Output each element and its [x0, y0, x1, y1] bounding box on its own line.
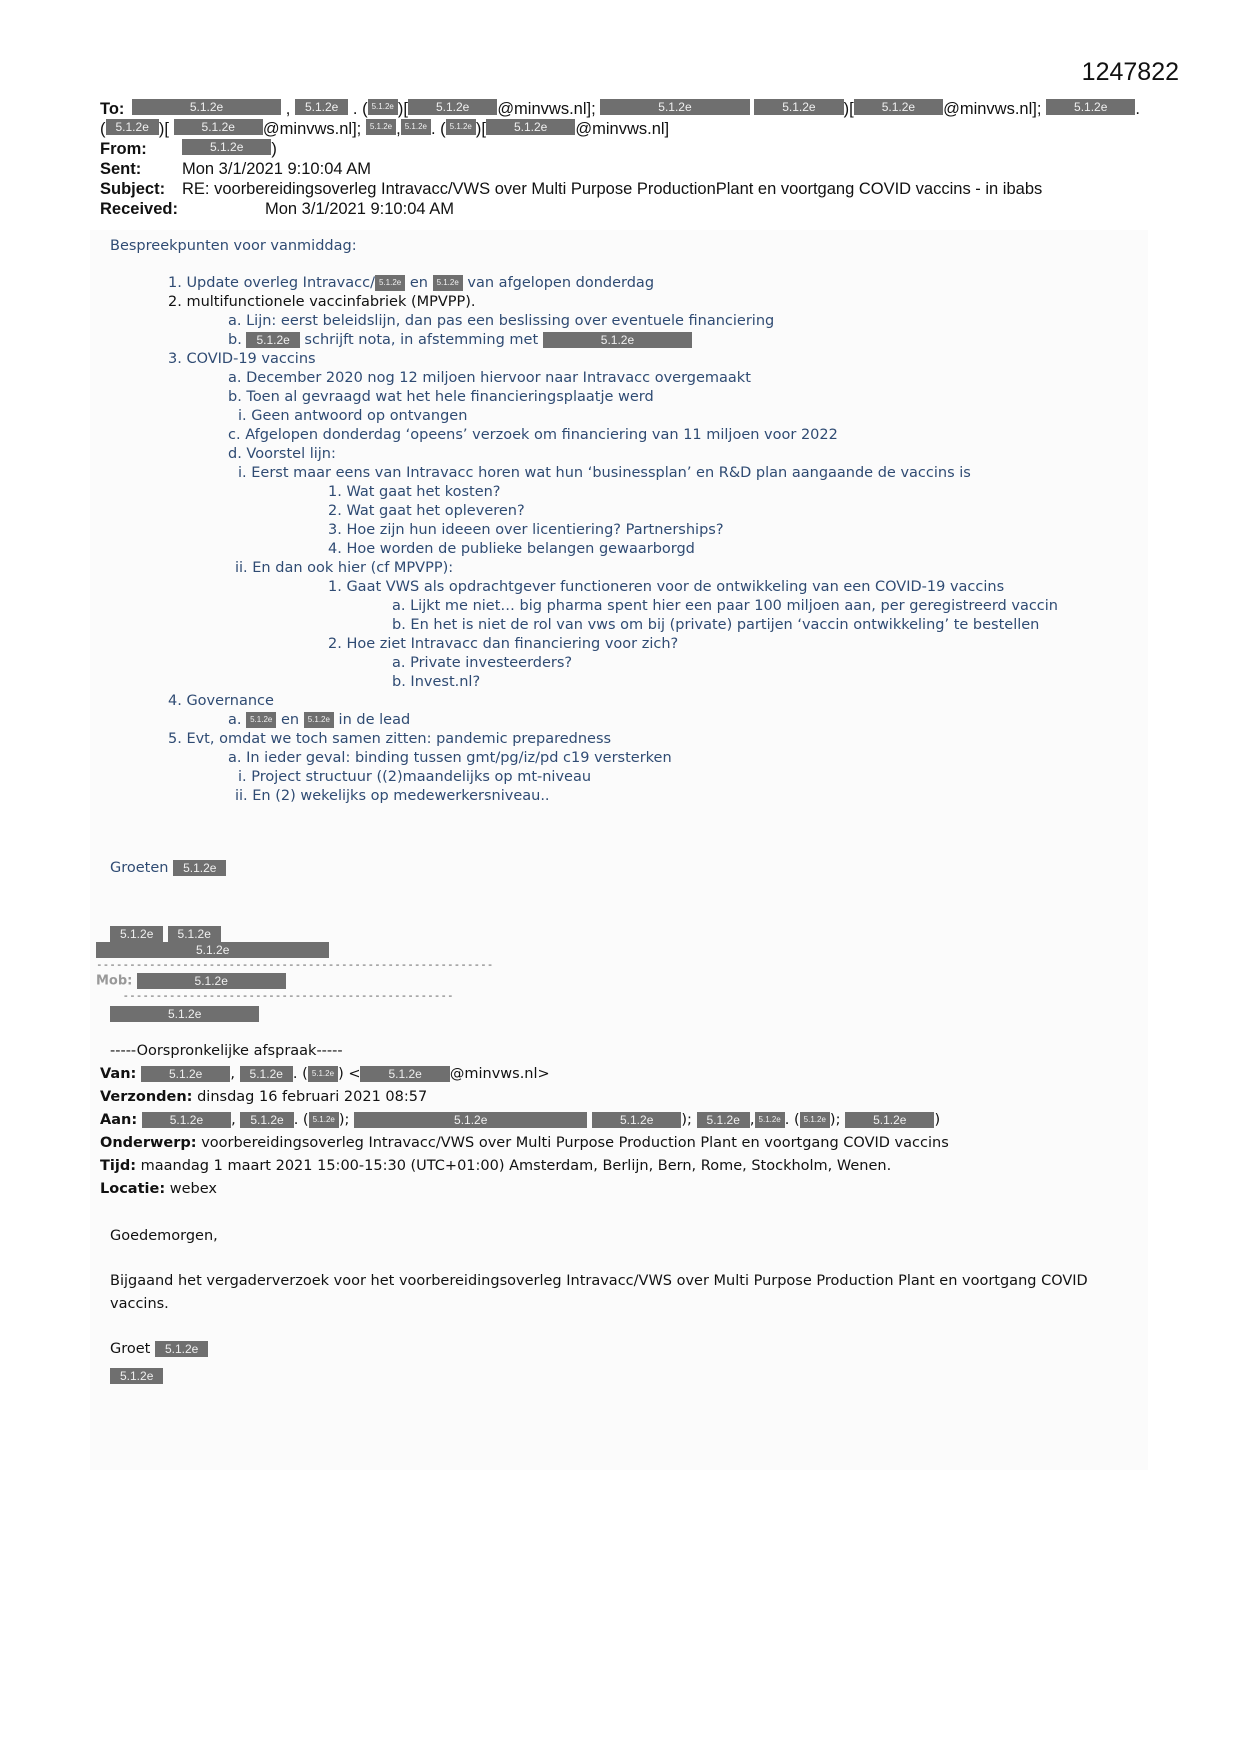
- divider: --------------------------------------------------: [96, 989, 454, 1002]
- list-item: 4. Governance: [168, 693, 274, 709]
- list-item: [110, 711, 1140, 730]
- greeting-text: Groeten: [110, 860, 169, 876]
- mob-label: Mob:: [96, 973, 133, 989]
- list-item: 1. Gaat VWS als opdrachtgever functioneren voor de ontwikkeling van een COVID-19 vaccins: [328, 579, 1005, 595]
- onderwerp-label: Onderwerp:: [100, 1135, 197, 1151]
- list-item: b. En het is niet de rol van vws om bij (private) partijen ‘vaccin ontwikkeling’ te bestellen: [392, 617, 1040, 633]
- list-item: ii. En dan ook hier (cf MPVPP):: [235, 560, 454, 576]
- verzonden-label: Verzonden:: [100, 1089, 193, 1105]
- list-item: 4. Hoe worden de publieke belangen gewaarborgd: [328, 541, 695, 557]
- subject-row: [100, 179, 1140, 199]
- verzonden-row: [100, 1086, 1140, 1109]
- list-item: ii. En (2) wekelijks op medewerkersniveau..: [235, 788, 550, 804]
- list-item-text: b.: [228, 332, 247, 348]
- sent-value: Mon 3/1/2021 9:10:04 AM: [182, 160, 371, 178]
- redaction: 5.1.2e: [408, 99, 497, 115]
- verzonden-value: dinsdag 16 februari 2021 08:57: [197, 1089, 428, 1105]
- list-item: a. Private investeerders?: [392, 655, 573, 671]
- redaction: 5.1.2e: [173, 860, 226, 876]
- redaction: 5.1.2e: [401, 119, 431, 135]
- list-item: i. Geen antwoord op ontvangen: [238, 408, 468, 424]
- redaction: 5.1.2e: [592, 1112, 681, 1128]
- list-item: 2. Hoe ziet Intravacc dan financiering voor zich?: [328, 636, 679, 652]
- redaction: 5.1.2e: [137, 973, 286, 989]
- signature-block: [96, 926, 493, 1022]
- redaction: 5.1.2e: [174, 119, 263, 135]
- redaction: 5.1.2e: [182, 139, 271, 155]
- redaction: 5.1.2e: [309, 1112, 339, 1128]
- tijd-label: Tijd:: [100, 1158, 137, 1174]
- list-item: i. Eerst maar eens van Intravacc horen wat hun ‘businessplan’ en R&D plan aangaande de vaccins is: [238, 465, 971, 481]
- list-item: [110, 274, 1140, 293]
- list-item-text: a.: [228, 712, 247, 728]
- list-item: c. Afgelopen donderdag ‘opeens’ verzoek om financiering van 11 miljoen voor 2022: [228, 427, 838, 443]
- redaction: 5.1.2e: [96, 942, 329, 958]
- redaction: 5.1.2e: [543, 332, 692, 348]
- redaction: 5.1.2e: [308, 1066, 338, 1082]
- to-row-continued: ( 5.1.2e )[ 5.1.2e @minvws.nl]; 5.1.2e , 5.1.2e . ( 5.1.2e )[ 5.1.2e @minvws.nl]: [100, 120, 670, 138]
- locatie-value: webex: [169, 1181, 217, 1197]
- redaction: 5.1.2e: [110, 926, 163, 942]
- subject-label: Subject:: [100, 180, 166, 198]
- divider: ------------------------------------------------------------: [96, 958, 494, 971]
- redaction: 5.1.2e: [240, 1112, 293, 1128]
- closing: [110, 1338, 1110, 1361]
- list-item-text: 1. Update overleg Intravacc/: [168, 275, 375, 291]
- list-item: i. Project structuur ((2)maandelijks op mt-niveau: [238, 769, 592, 785]
- redaction: 5.1.2e: [433, 275, 463, 291]
- original-appointment-body: [110, 1225, 1110, 1388]
- list-item: [110, 331, 1140, 350]
- signature-greeting: [110, 860, 226, 876]
- from-row: From: 5.1.2e ): [100, 140, 277, 158]
- list-item: 3. COVID-19 vaccins: [168, 351, 316, 367]
- received-value: Mon 3/1/2021 9:10:04 AM: [265, 200, 454, 218]
- redaction: 5.1.2e: [697, 1112, 750, 1128]
- redaction: 5.1.2e: [240, 1066, 293, 1082]
- intro-text: Bespreekpunten voor vanmiddag:: [110, 238, 357, 254]
- list-item-text: en: [405, 275, 433, 291]
- orig-heading: -----Oorspronkelijke afspraak-----: [110, 1043, 343, 1059]
- to-label: To:: [100, 100, 125, 118]
- redaction: 5.1.2e: [366, 119, 396, 135]
- email-domain: @minvws.nl];: [943, 100, 1042, 118]
- redaction: 5.1.2e: [854, 99, 943, 115]
- redaction: 5.1.2e: [600, 99, 749, 115]
- onderwerp-row: [100, 1132, 1140, 1155]
- redaction: 5.1.2e: [360, 1066, 449, 1082]
- from-label: From:: [100, 140, 147, 158]
- redaction: 5.1.2e: [1046, 99, 1135, 115]
- redaction: 5.1.2e: [375, 275, 405, 291]
- redaction: 5.1.2e: [106, 119, 159, 135]
- list-item: a. December 2020 nog 12 miljoen hiervoor naar Intravacc overgemaakt: [228, 370, 751, 386]
- redaction: 5.1.2e: [110, 1368, 163, 1384]
- body-text: Bijgaand het vergaderverzoek voor het voorbereidingsoverleg Intravacc/VWS over Multi Purpose Production Plant en voortgang COVID vaccins.: [110, 1273, 1088, 1312]
- email-domain: @minvws.nl];: [497, 100, 596, 118]
- redaction: 5.1.2e: [755, 1112, 785, 1128]
- email-domain: @minvws.nl];: [262, 120, 362, 138]
- body-greeting: Goedemorgen,: [110, 1228, 218, 1244]
- list-item-text: en: [276, 712, 304, 728]
- aan-row: Aan: 5.1.2e , 5.1.2e . ( 5.1.2e ); 5.1.2e 5.1.2e ); 5.1.2e , 5.1.2e . ( 5.1.2e ); 5.1.2e ): [100, 1112, 941, 1128]
- locatie-row: [100, 1178, 1140, 1201]
- list-item-text: van afgelopen donderdag: [462, 275, 655, 291]
- redaction: 5.1.2e: [246, 332, 299, 348]
- subject-value: RE: voorbereidingsoverleg Intravacc/VWS over Multi Purpose ProductionPlant en voortgang COVID vaccins - in ibabs: [182, 180, 1043, 198]
- locatie-label: Locatie:: [100, 1181, 166, 1197]
- list-item: b. Toen al gevraagd wat het hele financieringsplaatje werd: [228, 389, 654, 405]
- redaction: 5.1.2e: [845, 1112, 934, 1128]
- list-item: a. In ieder geval: binding tussen gmt/pg/iz/pd c19 versterken: [228, 750, 672, 766]
- redaction: 5.1.2e: [368, 99, 398, 115]
- redaction: 5.1.2e: [110, 1006, 259, 1022]
- original-appointment: [100, 1040, 1140, 1201]
- redaction: 5.1.2e: [754, 99, 843, 115]
- list-item: 2. Wat gaat het opleveren?: [328, 503, 525, 519]
- document-number: 1247822: [1081, 58, 1179, 86]
- van-row: Van: 5.1.2e , 5.1.2e . ( 5.1.2e ) < 5.1.2e @minvws.nl>: [100, 1066, 550, 1082]
- list-item: 1. Wat gaat het kosten?: [328, 484, 501, 500]
- list-item-text: in de lead: [333, 712, 411, 728]
- redaction: 5.1.2e: [142, 1112, 231, 1128]
- list-item: b. Invest.nl?: [392, 674, 481, 690]
- list-item-text: schrijft nota, in afstemming met: [299, 332, 543, 348]
- redaction: 5.1.2e: [141, 1066, 230, 1082]
- redaction: 5.1.2e: [354, 1112, 587, 1128]
- redaction: 5.1.2e: [446, 119, 476, 135]
- tijd-row: [100, 1155, 1140, 1178]
- closing-text: Groet: [110, 1341, 151, 1357]
- email-header: [100, 99, 1140, 219]
- redaction: 5.1.2e: [800, 1112, 830, 1128]
- list-item: 2. multifunctionele vaccinfabriek (MPVPP).: [168, 294, 476, 310]
- redaction: 5.1.2e: [132, 99, 281, 115]
- list-item: d. Voorstel lijn:: [228, 446, 336, 462]
- sent-label: Sent:: [100, 160, 142, 178]
- redaction: 5.1.2e: [246, 712, 276, 728]
- list-item: 3. Hoe zijn hun ideeen over licentiering? Partnerships?: [328, 522, 724, 538]
- to-row: To: 5.1.2e , 5.1.2e . ( 5.1.2e )[ 5.1.2e @minvws.nl]; 5.1.2e 5.1.2e )[ 5.1.2e @minvws.nl]; 5.1.2e .: [100, 100, 1140, 118]
- redaction: 5.1.2e: [304, 712, 334, 728]
- email-domain: @minvws.nl>: [449, 1066, 550, 1082]
- tijd-value: maandag 1 maart 2021 15:00-15:30 (UTC+01:00) Amsterdam, Berlijn, Bern, Rome, Stockholm, Wenen.: [140, 1158, 892, 1174]
- sent-row: [100, 159, 1140, 179]
- aan-label: Aan:: [100, 1112, 138, 1128]
- redaction: 5.1.2e: [486, 119, 575, 135]
- message-body: [110, 237, 1140, 806]
- list-item: a. Lijn: eerst beleidslijn, dan pas een beslissing over eventuele financiering: [228, 313, 775, 329]
- redaction: 5.1.2e: [295, 99, 348, 115]
- received-label: Received:: [100, 200, 178, 218]
- van-label: Van:: [100, 1066, 137, 1082]
- received-row: [100, 199, 1140, 219]
- redaction: 5.1.2e: [168, 926, 221, 942]
- onderwerp-value: voorbereidingsoverleg Intravacc/VWS over Multi Purpose Production Plant en voortgang COVID vaccins: [201, 1135, 949, 1151]
- redaction: 5.1.2e: [155, 1341, 208, 1357]
- email-domain: @minvws.nl]: [575, 120, 670, 138]
- list-item: 5. Evt, omdat we toch samen zitten: pandemic preparedness: [168, 731, 612, 747]
- list-item: a. Lijkt me niet… big pharma spent hier een paar 100 miljoen aan, per geregistreerd vaccin: [392, 598, 1058, 614]
